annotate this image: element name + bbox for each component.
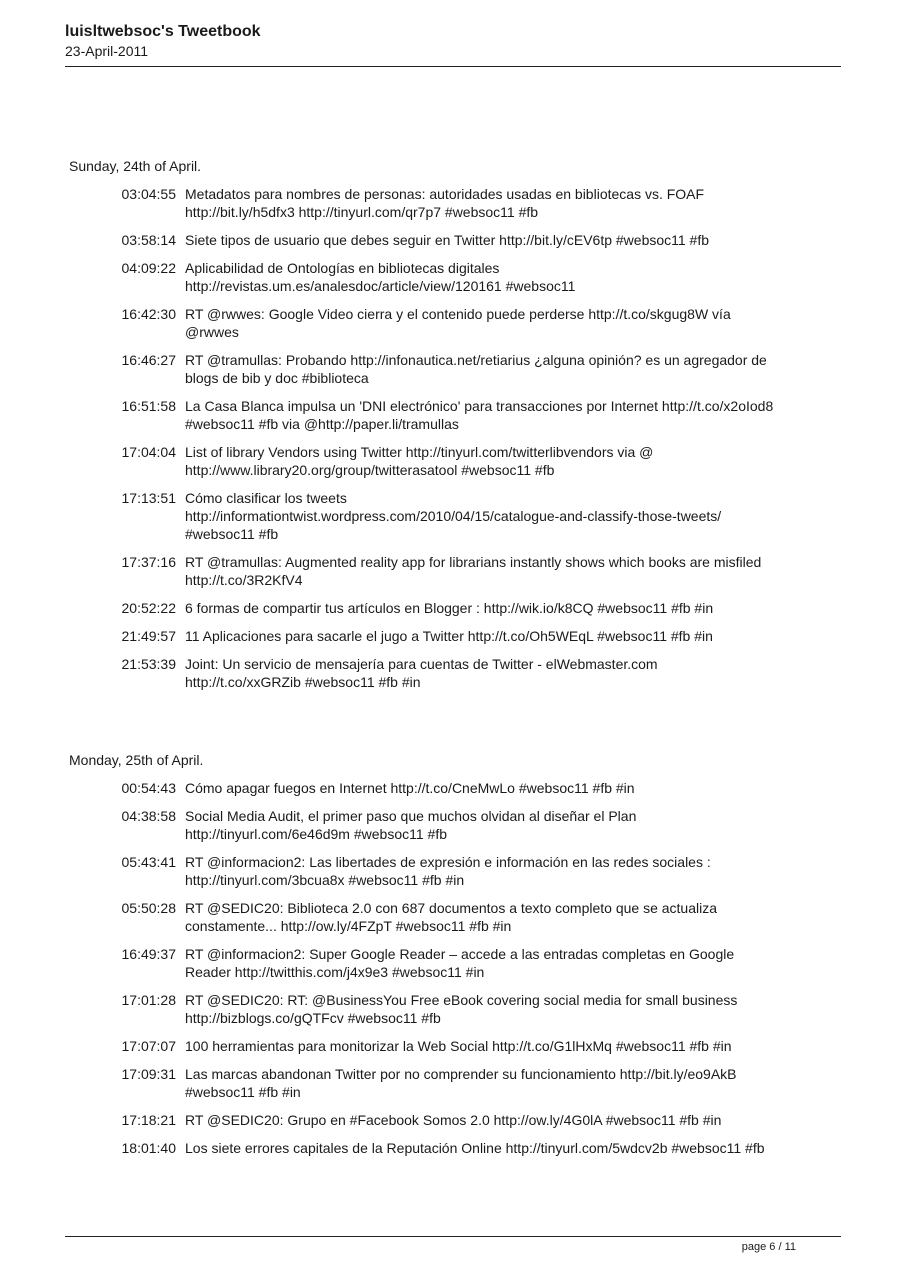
- tweet-time: 05:43:41: [121, 854, 176, 870]
- tweet-text: RT @SEDIC20: RT: @BusinessYou Free eBook covering social media for small business http://bizblogs.co/gQTFcv #websoc11 #fb: [185, 992, 738, 1026]
- tweet-text: Los siete errores capitales de la Reputación Online http://tinyurl.com/5wdcv2b #websoc11 #fb: [185, 1140, 765, 1156]
- tweet-text: 11 Aplicaciones para sacarle el jugo a Twitter http://t.co/Oh5WEqL #websoc11 #fb #in: [185, 628, 713, 644]
- day-label: Sunday, 24th of April.: [69, 158, 202, 174]
- tweet-entry: [69, 553, 829, 589]
- tweet-entry: [69, 185, 829, 221]
- tweet-time: 16:49:37: [121, 946, 176, 962]
- page-number: page 6 / 11: [741, 1241, 796, 1253]
- tweet-text: Las marcas abandonan Twitter por no comprender su funcionamiento http://bit.ly/eo9AkB #websoc11 #fb #in: [185, 1066, 737, 1100]
- tweet-time: 17:07:07: [121, 1038, 176, 1054]
- tweet-text: RT @rwwes: Google Video cierra y el contenido puede perderse http://t.co/skgug8W vía @rwwes: [185, 306, 731, 340]
- tweet-entry: [69, 853, 829, 889]
- tweet-text: Siete tipos de usuario que debes seguir en Twitter http://bit.ly/cEV6tp #websoc11 #fb: [185, 232, 710, 248]
- tweet-time: 21:49:57: [121, 628, 176, 644]
- tweet-time: 16:51:58: [121, 398, 176, 414]
- tweet-text: Aplicabilidad de Ontologías en bibliotecas digitales http://revistas.um.es/analesdoc/article/view/120161 #websoc11: [185, 260, 576, 294]
- tweet-text: RT @SEDIC20: Grupo en #Facebook Somos 2.0 http://ow.ly/4G0lA #websoc11 #fb #in: [185, 1112, 722, 1128]
- tweet-entry: [69, 807, 829, 843]
- tweet-time: 04:38:58: [121, 808, 176, 824]
- tweet-text: RT @tramullas: Augmented reality app for librarians instantly shows which books are misfiled http://t.co/3R2KfV4: [185, 554, 762, 588]
- tweet-text: Metadatos para nombres de personas: autoridades usadas en bibliotecas vs. FOAF http://bit.ly/h5dfx3 http://tinyurl.com/qr7p7 #websoc11 #fb: [185, 186, 705, 220]
- tweet-time: 17:37:16: [121, 554, 176, 570]
- tweet-time: 03:04:55: [121, 186, 176, 202]
- tweet-time: 17:04:04: [121, 444, 176, 460]
- tweet-text: RT @SEDIC20: Biblioteca 2.0 con 687 documentos a texto completo que se actualiza constamente... http://ow.ly/4FZpT #websoc11 #fb #in: [185, 900, 717, 934]
- tweet-entry: [69, 1037, 829, 1055]
- tweet-text: RT @informacion2: Super Google Reader – accede a las entradas completas en Google Reader http://twitthis.com/j4x9e3 #websoc11 #in: [185, 946, 735, 980]
- tweet-entry: [69, 351, 829, 387]
- page-header: [65, 22, 841, 60]
- tweet-entry: [69, 991, 829, 1027]
- header-divider: [65, 66, 841, 67]
- tweet-time: 20:52:22: [121, 600, 176, 616]
- tweet-time: 00:54:43: [121, 780, 176, 796]
- tweet-text: Cómo clasificar los tweets http://informationtwist.wordpress.com/2010/04/15/catalogue-and-classify-those-tweets/ #websoc11 #fb: [185, 490, 722, 542]
- tweet-entry: [69, 899, 829, 935]
- tweet-time: 17:18:21: [121, 1112, 176, 1128]
- tweet-entry: [69, 1111, 829, 1129]
- tweet-time: 16:46:27: [121, 352, 176, 368]
- tweet-text: 100 herramientas para monitorizar la Web Social http://t.co/G1lHxMq #websoc11 #fb #in: [185, 1038, 732, 1054]
- tweet-text: Social Media Audit, el primer paso que muchos olvidan al diseñar el Plan http://tinyurl.com/6e46d9m #websoc11 #fb: [185, 808, 637, 842]
- tweet-time: 17:01:28: [121, 992, 176, 1008]
- tweet-text: RT @tramullas: Probando http://infonautica.net/retiarius ¿alguna opinión? es un agregador de blogs de bib y doc #biblioteca: [185, 352, 767, 386]
- tweet-time: 17:09:31: [121, 1066, 176, 1082]
- tweet-time: 05:50:28: [121, 900, 176, 916]
- day-section-sunday: [69, 157, 829, 701]
- tweet-time: 04:09:22: [121, 260, 176, 276]
- tweet-entry: [69, 1139, 829, 1157]
- day-label: Monday, 25th of April.: [69, 752, 204, 768]
- tweet-entry: [69, 655, 829, 691]
- tweet-text: List of library Vendors using Twitter http://tinyurl.com/twitterlibvendors via @ http://www.library20.org/group/twitterasatool #websoc11 #fb: [185, 444, 654, 478]
- tweet-time: 03:58:14: [121, 232, 176, 248]
- tweet-entry: [69, 443, 829, 479]
- tweet-text: Joint: Un servicio de mensajería para cuentas de Twitter - elWebmaster.com http://t.co/xxGRZib #websoc11 #fb #in: [185, 656, 658, 690]
- tweet-entry: [69, 305, 829, 341]
- day-section-monday: [69, 751, 829, 1167]
- tweet-time: 16:42:30: [121, 306, 176, 322]
- footer-divider: [65, 1236, 841, 1237]
- tweet-text: RT @informacion2: Las libertades de expresión e información en las redes sociales : http://tinyurl.com/3bcua8x #websoc11 #fb #in: [185, 854, 711, 888]
- tweet-entry: [69, 489, 829, 543]
- document-date: 23-April-2011: [65, 43, 149, 59]
- tweet-entry: [69, 945, 829, 981]
- document-title: luisltwebsoc's Tweetbook: [65, 23, 261, 40]
- tweet-entry: [69, 627, 829, 645]
- tweet-entry: [69, 1065, 829, 1101]
- tweet-entry: [69, 259, 829, 295]
- tweet-entry: [69, 231, 829, 249]
- tweet-entry: [69, 397, 829, 433]
- tweet-text: La Casa Blanca impulsa un 'DNI electrónico' para transacciones por Internet http://t.co/x2oIod8 #websoc11 #fb via @http://paper.li/tramullas: [185, 398, 774, 432]
- tweet-text: Cómo apagar fuegos en Internet http://t.co/CneMwLo #websoc11 #fb #in: [185, 780, 635, 796]
- tweet-text: 6 formas de compartir tus artículos en Blogger : http://wik.io/k8CQ #websoc11 #fb #in: [185, 600, 714, 616]
- tweet-entry: [69, 599, 829, 617]
- tweet-time: 17:13:51: [121, 490, 176, 506]
- tweet-time: 21:53:39: [121, 656, 176, 672]
- tweet-time: 18:01:40: [121, 1140, 176, 1156]
- tweet-entry: [69, 779, 829, 797]
